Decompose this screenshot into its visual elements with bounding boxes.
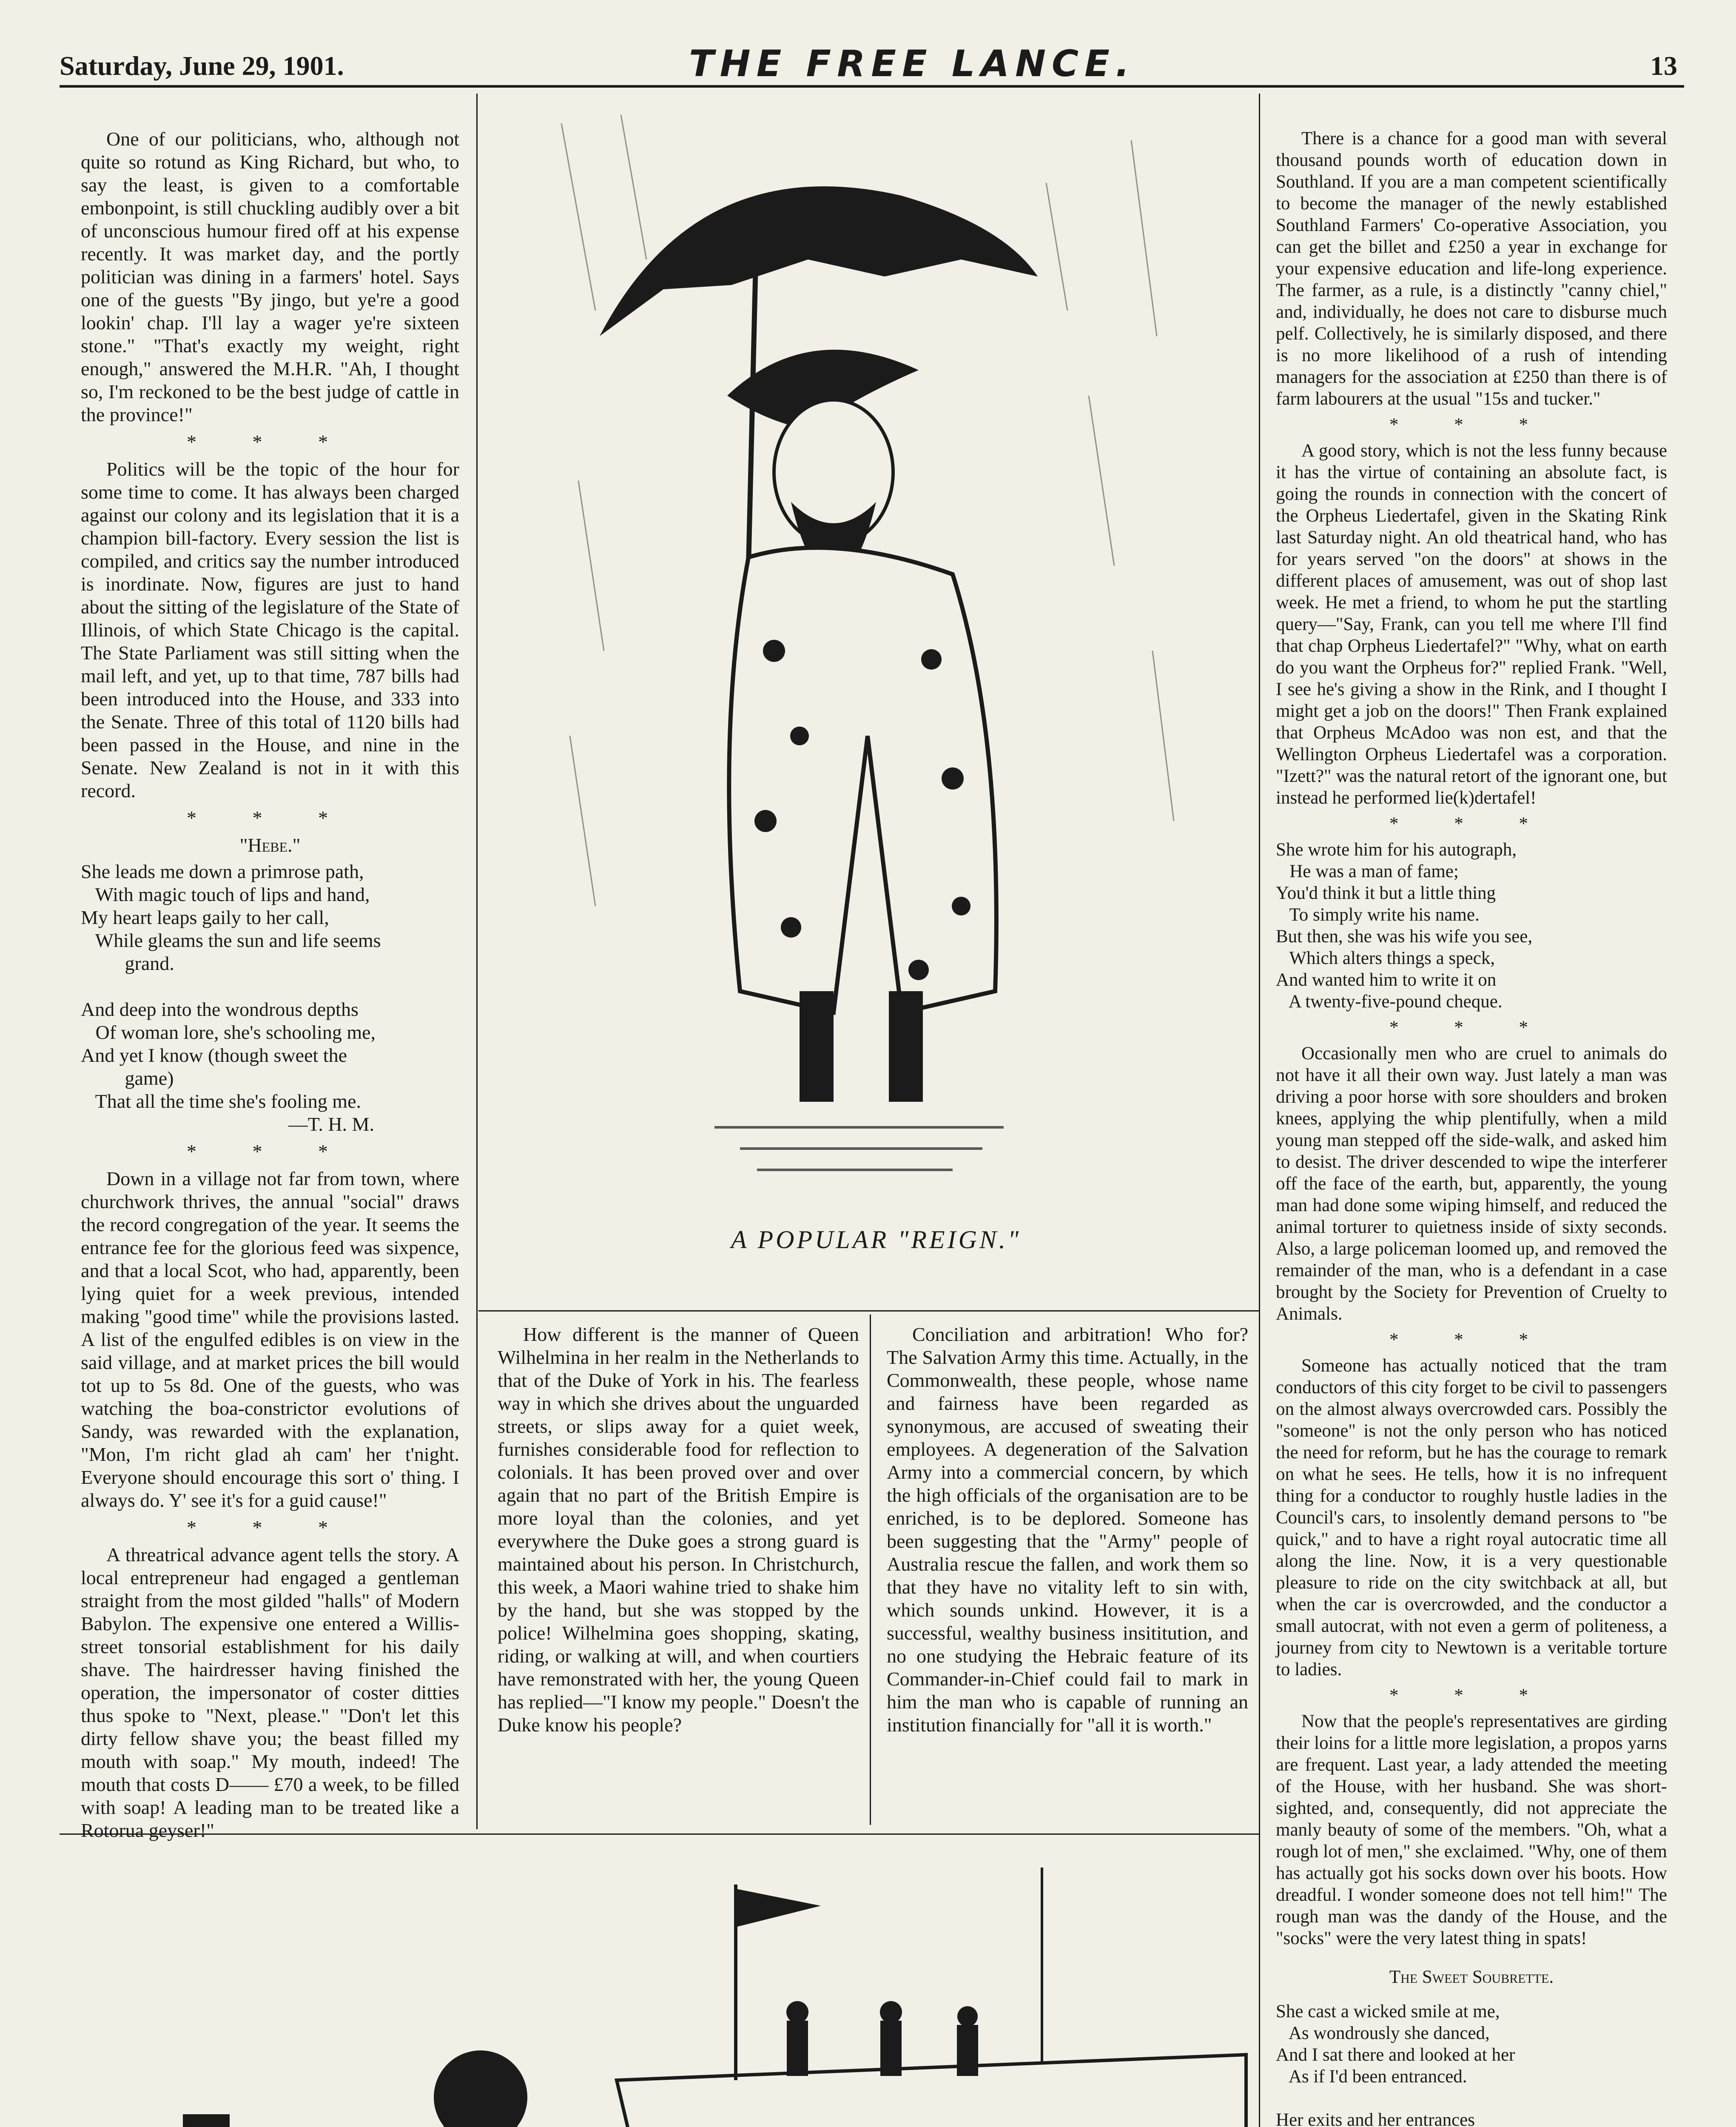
poem-line: Her exits and her entrances <box>1276 2110 1475 2127</box>
section-separator: * * * <box>187 1140 353 1162</box>
poem-line: As wondrously she danced, <box>1276 2023 1490 2043</box>
article-paragraph: Now that the people's representatives are girding their loins for a little more legislation, a propos yarns are frequent. Last year, a lady attended the meeting of the House, with her husband. She was short-sighted, and, consequently, did not appreciate the manly beauty of some of the members. "Oh, what a rough lot of men," she exclaimed. "Why, one of them has actually got his socks down over his boots. How dreadful. I wonder someone does not tell him!" The rough man was the dandy of the House, and the "socks" were the very latest thing in spats! <box>1276 1711 1667 1948</box>
section-rule <box>478 1310 1259 1312</box>
section-separator: * * * <box>1389 1330 1554 1350</box>
article-paragraph: Occasionally men who are cruel to animals do not have it all their own way. Just lately a man was driving a poor horse with sore shoulders and broken knees, applying the whip plentifully, when a mild young man stepped off the side-walk, and asked him to desist. The driver descended to wipe the interferer off the face of the earth, but, apparently, the young man had done some wiping himself, and reduced the animal torturer to quietness inside of sixty seconds. Also, a large policeman loomed up, and removed the remainder of the man, who is a defendant in a case brought by the Society for Prevention of Cruelty to Animals. <box>1276 1044 1667 1324</box>
poem-line: And deep into the wondrous depths <box>81 998 359 1020</box>
mid-right-column <box>887 1323 1248 1825</box>
poem-line: game) <box>81 1067 174 1089</box>
poem-line: She leads me down a primrose path, <box>81 861 364 882</box>
poem-line: And yet I know (though sweet the <box>81 1044 347 1066</box>
cartoon-ophir-departure <box>64 1842 1246 2127</box>
poem-line: But then, she was his wife you see, <box>1276 927 1533 947</box>
poem-line <box>81 975 459 998</box>
article-paragraph: Down in a village not far from town, where churchwork thrives, the annual "social" draws the record congregation of the year. It seems the entrance fee for the glorious feed was sixpence, and that a local Scot, who had, apparently, been lying quiet for a week previous, intended making "good time" while the provisions lasted. A list of the engulfed edibles is on view in the said village, and at market prices the bill would tot up to 5s 8d. One of the guests, who was watching the boa-constrictor evolutions of Sandy, was rewarded with the explanation, "Mon, I'm richt glad ah cam' her t'night. Everyone should encourage this sort o' thing. I always do. Y' see it's for a guid cause!" <box>81 1168 459 1511</box>
poem-line: That all the time she's fooling me. <box>81 1090 361 1112</box>
poem-line: To simply write his name. <box>1276 905 1480 925</box>
poem-line: And I sat there and looked at her <box>1276 2045 1515 2065</box>
poem-title: The Sweet Soubrette. <box>1389 1967 1554 1987</box>
poem-line: She wrote him for his autograph, <box>1276 840 1517 860</box>
cartoon-umbrella-figure <box>536 98 1208 1204</box>
section-separator: * * * <box>187 431 353 453</box>
section-separator: * * * <box>1389 814 1554 834</box>
article-paragraph: How different is the manner of Queen Wilhelmina in her realm in the Netherlands to that of the Duke of York in his. The fearless way in which she drives about the unguarded streets, or slips away for a quiet week, furnishes considerable food for reflection to colonials. It has been proved over and over again that no part of the British Empire is more loyal than the colonies, and yet everywhere the Duke goes a strong guard is maintained about his person. In Christchurch, this week, a Maori wahine tried to shake him by the hand, but she was stopped by the police! Wilhelmina goes shopping, skating, riding, or walking at will, and when courtiers have remonstrated with her, the young Queen has replied—"I know my people." Doesn't the Duke know his people? <box>498 1323 859 1736</box>
section-separator: * * * <box>1389 1018 1554 1038</box>
issue-date: Saturday, June 29, 1901. <box>60 51 344 81</box>
article-paragraph: There is a chance for a good man with several thousand pounds worth of education down in Southland. If you are a man competent scientifically to become the manager of the newly established Southland Farmers' Co-operative Association, you can get the billet and £250 a year in exchange for your expensive education and life-long experience. The farmer, as a rule, is a distinctly "canny chiel," and, individually, he does not care to disburse much pelf. Collectively, he is similarly disposed, and there is no more likelihood of a rush of intending managers for the association at £250 than there is of farm labourers at the usual "15s and tucker." <box>1276 128 1667 409</box>
section-separator: * * * <box>1389 1685 1554 1705</box>
poem-line: As if I'd been entranced. <box>1276 2067 1467 2087</box>
column-rule <box>870 1314 871 1825</box>
masthead-rule <box>60 85 1684 88</box>
column-rule <box>476 94 478 1829</box>
article-paragraph: A good story, which is not the less funny because it has the virtue of containing an absolute fact, is going the rounds in connection with the concert of the Orpheus Liedertafel, given in the Skating Rink last Saturday night. An old theatrical hand, who has for years served "on the doors" at shows in the different places of amusement, was out of shop last week. He met a friend, to whom he put the startling query—"Say, Frank, can you tell me where I'll find that chap Orpheus Liedertafel?" "Why, what on earth do you want the Orpheus for?" replied Frank. "Well, I see he's giving a show in the Rink, and I thought I might get a job on the doors!" Then Frank explained that Orpheus McAdoo was non est, and that the Wellington Orpheus Liedertafel was a corporation. "Izett?" was the natural retort of the ignorant one, but instead he performed lie(k)dertafel! <box>1276 441 1667 808</box>
poem-line: grand. <box>81 952 174 974</box>
article-paragraph: Someone has actually noticed that the tram conductors of this city forget to be civil to passengers on the almost always overcrowded cars. Possibly the "someone" is not the only person who has noticed the need for reform, but he has the courage to remark on what he sees. He tells, how it is no infrequent thing for a conductor to roughly hustle ladies in the Council's cars, to insolently demand persons to "be quick," and to have a right royal autocratic time all along the line. Now, it is a very questionable pleasure to ride on the city switchback at all, but when the car is overcrowded, and the conductor a small autocrat, with not even a germ of politeness, a journey from city to Newtown is a veritable torture to ladies. <box>1276 1356 1667 1679</box>
poem-attribution: —T. H. M. <box>288 1113 374 1135</box>
column-rule <box>1259 94 1260 2127</box>
section-separator: * * * <box>1389 415 1554 435</box>
article-paragraph: A threatrical advance agent tells the story. A local entrepreneur had engaged a gentleman straight from the most gilded "halls" of Modern Babylon. The expensive one entered a Willis-street tonsorial establishment for his daily shave. The hairdresser having finished the operation, the impersonator of coster ditties thus spoke to "Next, please." "Don't let this dirty fellow shave you; the beast filled my mouth with soap." My mouth, indeed! The mouth that costs D—— £70 a week, to be filled with soap! A leading man to be treated like a Rotorua geyser!" <box>81 1544 459 1841</box>
page-number: 13 <box>1650 51 1677 81</box>
section-separator: * * * <box>187 1517 353 1538</box>
poem-title: "Hebe." <box>239 834 301 856</box>
newspaper-title: THE FREE LANCE. <box>689 43 1136 85</box>
poem-line: With magic touch of lips and hand, <box>81 884 370 905</box>
article-paragraph: Conciliation and arbitration! Who for? The Salvation Army this time. Actually, in the Commonwealth, these people, whose name and fairness have been regarded as synonymous, are accused of sweating their employees. A degeneration of the Salvation Army into a commercial concern, by which the high officials of the organisation are to be enriched, is to be deplored. Someone has been suggesting that the "Army" people of Australia rescue the fallen, and work them so that they have no vitality left to sin with, which sounds unkind. However, it is a successful, wealthy business insititution, and no one studying the Hebraic feature of its Commander-in-Chief could fail to mark in him the man who is capable of running an institution financially for "all it is worth." <box>887 1323 1248 1736</box>
mid-left-column <box>498 1323 859 1825</box>
poem-line: She cast a wicked smile at me, <box>1276 2002 1500 2022</box>
cartoon-caption: A POPULAR "REIGN." <box>731 1226 1022 1254</box>
poem-line: My heart leaps gaily to her call, <box>81 907 329 928</box>
poem-line <box>1276 2087 1667 2109</box>
right-column <box>1276 128 1667 2127</box>
poem-line: Which alters things a speck, <box>1276 948 1495 968</box>
poem-line: He was a man of fame; <box>1276 861 1459 881</box>
poem-line: And wanted him to write it on <box>1276 970 1497 990</box>
poem-line: You'd think it but a little thing <box>1276 883 1496 903</box>
section-separator: * * * <box>187 807 353 829</box>
article-paragraph: One of our politicians, who, although not quite so rotund as King Richard, but who, to say the least, is given to a comfortable embonpoint, is still chuckling audibly over a bit of unconscious humour fired off at his expense recently. It was market day, and the portly politician was dining in a farmers' hotel. Says one of the guests "By jingo, but ye're a good lookin' chap. I'll lay a wager ye're sixteen stone." "That's exactly my weight, right enough," answered the M.H.R. "Ah, I thought so, I'm reckoned to be the best judge of cattle in the province!" <box>81 128 459 425</box>
article-paragraph: Politics will be the topic of the hour for some time to come. It has always been charged against our colony and its legislation that it is a champion bill-factory. Every session the list is compiled, and critics say the number introduced is inordinate. Now, figures are just to hand about the sitting of the legislature of the State of Illinois, of which State Chicago is the capital. The State Parliament was still sitting when the mail left, and yet, up to that time, 787 bills had been introduced into the House, and 333 into the Senate. Three of this total of 1120 bills had been passed in the House, and nine in the Senate. New Zealand is not in it with this record. <box>81 458 459 801</box>
poem-line: Of woman lore, she's schooling me, <box>81 1021 376 1043</box>
poem-line: A twenty-five-pound cheque. <box>1276 992 1503 1012</box>
poem-line: While gleams the sun and life seems <box>81 929 381 951</box>
left-column <box>81 128 459 1841</box>
